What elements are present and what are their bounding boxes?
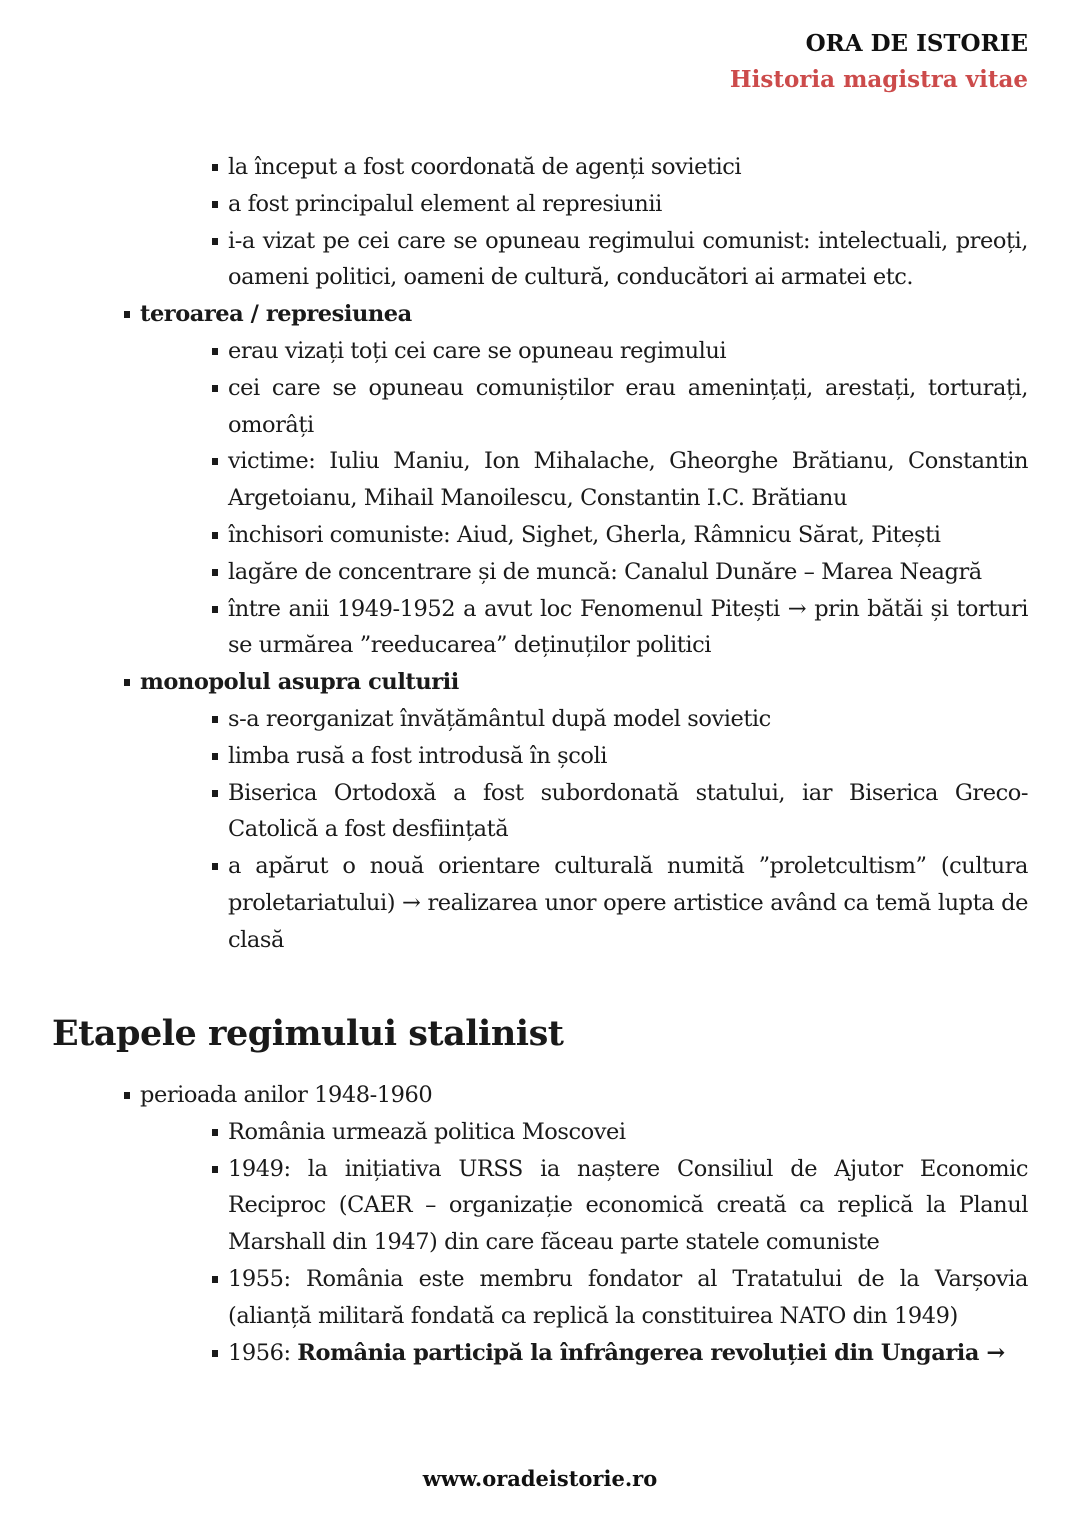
list-item: România urmează politica Moscovei <box>0 1114 1080 1151</box>
emphasis-text: România participă la înfrângerea revoluției din Ungaria → <box>297 1339 1005 1366</box>
square-bullet-icon <box>212 164 218 171</box>
square-bullet-icon <box>212 532 218 539</box>
list-item: a apărut o nouă orientare culturală numită ”proletcultism” (cultura proletariatului) → realizarea unor opere artistice având ca temă lupta de clasă <box>0 848 1080 958</box>
list-item: 1956: România participă la înfrângerea revoluției din Ungaria → <box>0 1335 1080 1372</box>
list-heading-period: perioada anilor 1948-1960 <box>0 1077 1080 1114</box>
square-bullet-icon <box>212 753 218 760</box>
list-heading-monopol: monopolul asupra culturii <box>0 664 1080 701</box>
square-bullet-icon <box>212 458 218 465</box>
list-item: închisori comuniste: Aiud, Sighet, Gherla, Râmnicu Sărat, Pitești <box>0 517 1080 554</box>
section-heading: Etapele regimului stalinist <box>52 1013 564 1054</box>
list-heading-teroarea: teroarea / represiunea <box>0 296 1080 333</box>
section-notes <box>0 149 1080 959</box>
square-bullet-icon <box>212 238 218 245</box>
square-bullet-icon <box>212 385 218 392</box>
square-bullet-icon <box>212 201 218 208</box>
square-bullet-icon <box>212 569 218 576</box>
square-bullet-icon <box>124 1092 130 1099</box>
square-bullet-icon <box>212 606 218 613</box>
list-item: erau vizați toți cei care se opuneau regimului <box>0 333 1080 370</box>
square-bullet-icon <box>212 1350 218 1357</box>
list-item: 1949: la inițiativa URSS ia naștere Consiliul de Ajutor Economic Reciproc (CAER – organizație economică creată ca replică la Planul Marshall din 1947) din care făceau parte statele comuniste <box>0 1151 1080 1261</box>
brand-tagline: Historia magistra vitae <box>729 66 1028 93</box>
list-item: la început a fost coordonată de agenți sovietici <box>0 149 1080 186</box>
list-item: Biserica Ortodoxă a fost subordonată statului, iar Biserica Greco-Catolică a fost desființată <box>0 775 1080 849</box>
list-item: victime: Iuliu Maniu, Ion Mihalache, Gheorghe Brătianu, Constantin Argetoianu, Mihail Manoilescu, Constantin I.C. Brătianu <box>0 443 1080 517</box>
list-item: cei care se opuneau comuniștilor erau amenințați, arestați, torturați, omorâți <box>0 370 1080 444</box>
list-item: a fost principalul element al represiunii <box>0 186 1080 223</box>
section-stages <box>0 1077 1080 1371</box>
square-bullet-icon <box>212 790 218 797</box>
list-item: lagăre de concentrare și de muncă: Canalul Dunăre – Marea Neagră <box>0 554 1080 591</box>
list-item: s-a reorganizat învățământul după model sovietic <box>0 701 1080 738</box>
square-bullet-icon <box>212 1276 218 1283</box>
square-bullet-icon <box>212 1129 218 1136</box>
list-item: i-a vizat pe cei care se opuneau regimului comunist: intelectuali, preoți, oameni politici, oameni de cultură, conducători ai armatei etc. <box>0 223 1080 297</box>
square-bullet-icon <box>212 348 218 355</box>
list-item: limba rusă a fost introdusă în școli <box>0 738 1080 775</box>
square-bullet-icon <box>124 679 130 686</box>
brand-title: ORA DE ISTORIE <box>805 30 1028 57</box>
square-bullet-icon <box>212 716 218 723</box>
footer-website[interactable]: www.oradeistorie.ro <box>422 1466 658 1491</box>
page-header <box>730 28 1028 100</box>
square-bullet-icon <box>124 311 130 318</box>
list-item: între anii 1949-1952 a avut loc Fenomenul Pitești → prin bătăi și torturi se urmărea ”reeducarea” deținuților politici <box>0 591 1080 665</box>
square-bullet-icon <box>212 1166 218 1173</box>
square-bullet-icon <box>212 863 218 870</box>
list-item: 1955: România este membru fondator al Tratatului de la Varșovia (alianță militară fondată ca replică la constituirea NATO din 1949) <box>0 1261 1080 1335</box>
